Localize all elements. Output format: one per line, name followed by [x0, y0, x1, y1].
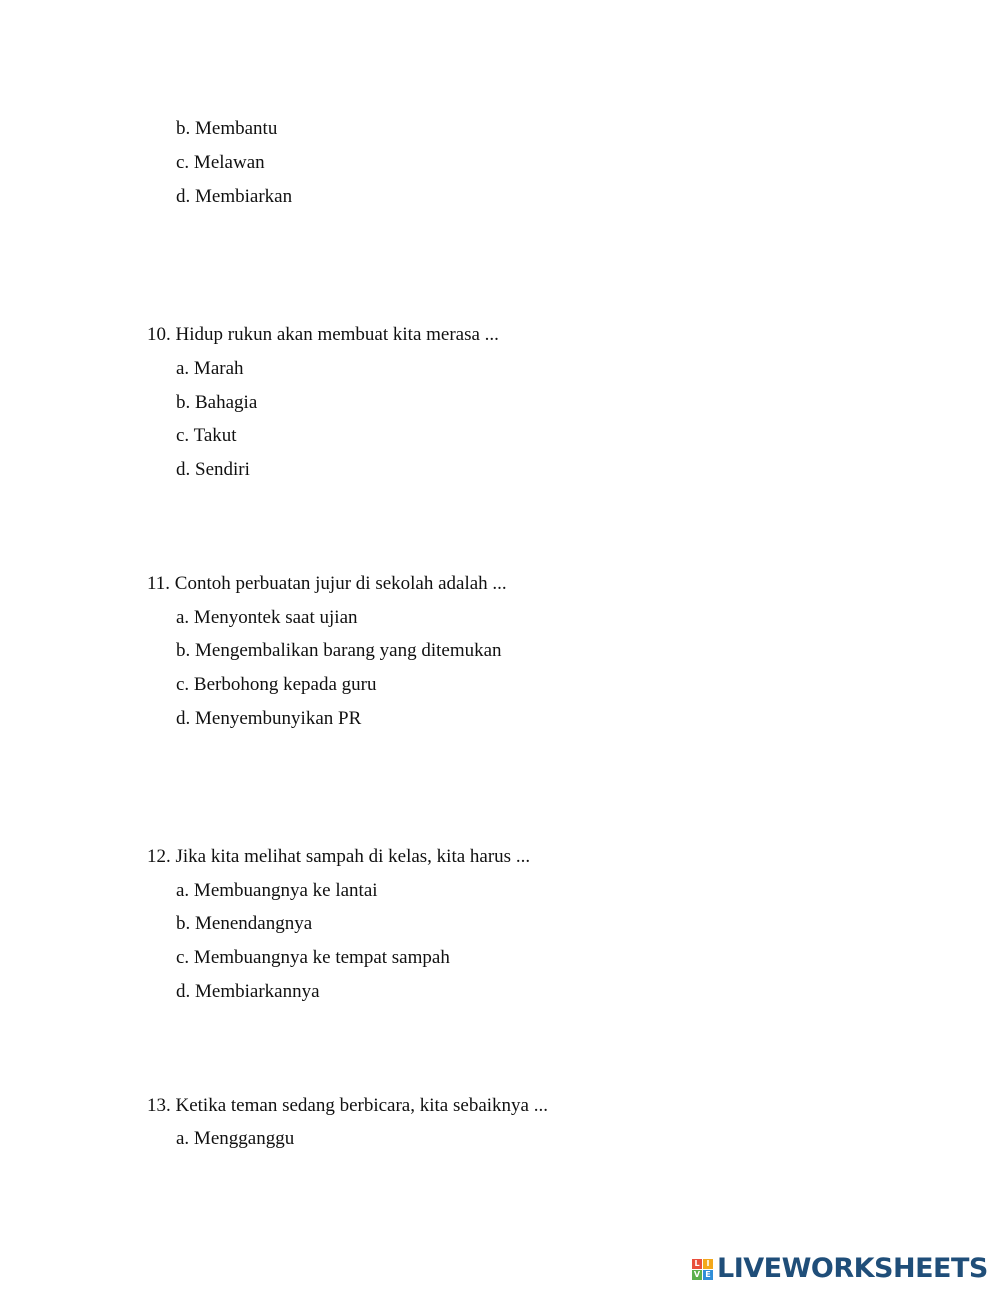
option-12a: a. Membuangnya ke lantai	[176, 880, 378, 901]
option-12d: d. Membiarkannya	[176, 981, 320, 1002]
option-9d: d. Membiarkan	[176, 186, 293, 207]
option-10a: a. Marah	[176, 358, 244, 379]
logo-mark-e: E	[703, 1270, 713, 1280]
option-11c: c. Berbohong kepada guru	[176, 674, 377, 695]
option-13a: a. Mengganggu	[176, 1128, 295, 1149]
option-10b: b. Bahagia	[176, 392, 258, 413]
question-11: 11. Contoh perbuatan jujur di sekolah adalah ...	[147, 573, 507, 594]
logo-mark-v: V	[693, 1269, 701, 1279]
question-13: 13. Ketika teman sedang berbicara, kita sebaiknya ...	[147, 1095, 548, 1116]
logo-mark-l: L	[692, 1259, 702, 1269]
question-10: 10. Hidup rukun akan membuat kita merasa ...	[147, 324, 499, 345]
logo-mark-i: I	[703, 1259, 713, 1269]
option-12b: b. Menendangnya	[176, 913, 313, 934]
option-9b: b. Membantu	[176, 118, 278, 139]
option-10d: d. Sendiri	[176, 459, 250, 480]
option-10c: c. Takut	[176, 425, 237, 446]
option-11d: d. Menyembunyikan PR	[176, 708, 362, 729]
question-12: 12. Jika kita melihat sampah di kelas, kita harus ...	[147, 846, 531, 867]
option-11a: a. Menyontek saat ujian	[176, 607, 358, 628]
option-9c: c. Melawan	[176, 152, 265, 173]
option-11b: b. Mengembalikan barang yang ditemukan	[176, 640, 502, 661]
liveworksheets-logo-icon	[692, 1259, 713, 1280]
liveworksheets-logo-text: LIVEWORKSHEETS	[717, 1253, 988, 1284]
option-12c: c. Membuangnya ke tempat sampah	[176, 947, 450, 968]
liveworksheets-logo	[692, 1254, 988, 1284]
